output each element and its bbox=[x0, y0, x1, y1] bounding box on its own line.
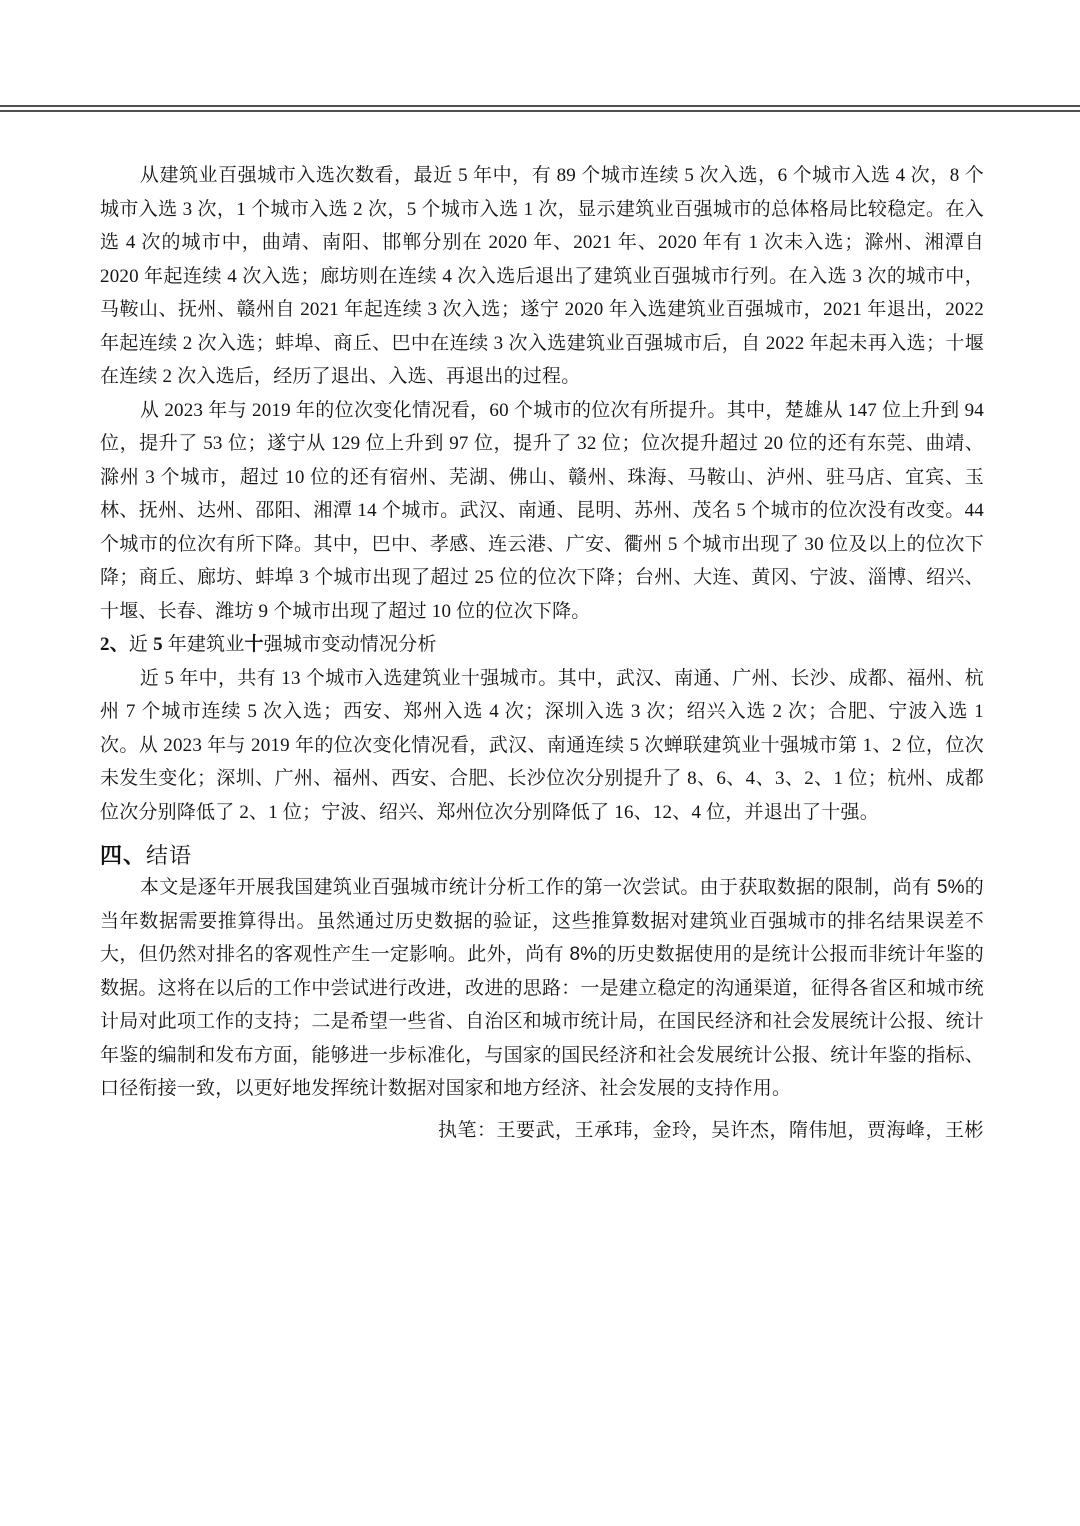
heading-part: 近 bbox=[128, 634, 154, 655]
heading-part: 5 bbox=[153, 634, 163, 655]
paragraph-inclusion-counts: 从建筑业百强城市入选次数看，最近 5 年中，有 89 个城市连续 5 次入选，6 个城市入选 4 次，8 个城市入选 3 次，1 个城市入选 2 次，5 个城市入选 1 次，显示建筑业百强城市的总体格局比较稳定。在入选 4 次的城市中，曲靖、南阳、邯郸分别在 2020 年、2021 年、2020 年有 1 次未入选；滁州、湘潭自 2020 年起连续 4 次入选；廊坊则在连续 4 次入选后退出了建筑业百强城市行列。在入选 3 次的城市中，马鞍山、抚州、赣州自 2021 年起连续 3 次入选；遂宁 2020 年入选建筑业百强城市，2021 年退出，2022 年起连续 2 次入选；蚌埠、商丘、巴中在连续 3 次入选建筑业百强城市后，自 2022 年起未再入选；十堰在连续 2 次入选后，经历了退出、入选、再退出的过程。 bbox=[100, 165, 984, 387]
heading-conclusion bbox=[100, 841, 984, 871]
heading-part: 年建筑业 bbox=[162, 634, 245, 655]
paragraph-top10-changes: 近 5 年中，共有 13 个城市入选建筑业十强城市。其中，武汉、南通、广州、长沙、成都、福州、杭州 7 个城市连续 5 次入选；西安、郑州入选 4 次；深圳入选 3 次；绍兴入选 2 次；合肥、宁波入选 1 次。从 2023 年与 2019 年的位次变化情况看，武汉、南通连续 5 次蝉联建筑业十强城市第 1、2 位，位次未发生变化；深圳、广州、福州、西安、合肥、长沙位次分别提升了 8、6、4、3、2、1 位；杭州、成都位次分别降低了 2、1 位；宁波、绍兴、郑州位次分别降低了 16、12、4 位，并退出了十强。 bbox=[100, 667, 984, 823]
heading-part: 2、 bbox=[100, 634, 129, 655]
heading-top10-analysis bbox=[100, 628, 984, 662]
heading-part: 结语 bbox=[146, 843, 193, 868]
heading-part: 强城市变动情况分析 bbox=[263, 634, 437, 655]
header-double-rule bbox=[0, 105, 1080, 112]
paragraph-conclusion: 本文是逐年开展我国建筑业百强城市统计分析工作的第一次尝试。由于获取数据的限制，尚有 5%的当年数据需要推算得出。虽然通过历史数据的验证，这些推算数据对建筑业百强城市的排名结果误差不大，但仍然对排名的客观性产生一定影响。此外，尚有 8%的历史数据使用的是统计公报而非统计年鉴的数据。这将在以后的工作中尝试进行改进，改进的思路：一是建立稳定的沟通渠道，征得各省区和城市统计局对此项工作的支持；二是希望一些省、自治区和城市统计局，在国民经济和社会发展统计公报、统计年鉴的编制和发布方面，能够进一步标准化，与国家的国民经济和社会发展统计公报、统计年鉴的指标、口径衔接一致，以更好地发挥统计数据对国家和地方经济、社会发展的支持作用。 bbox=[100, 877, 984, 1099]
heading-part: 十 bbox=[244, 634, 264, 655]
heading-part: 四、 bbox=[100, 843, 147, 868]
authors-signature: 执笔：王要武，王承玮，金玲，吴许杰，隋伟旭，贾海峰，王彬 bbox=[437, 1119, 984, 1141]
page-content bbox=[100, 159, 984, 1147]
paragraph-rank-changes: 从 2023 年与 2019 年的位次变化情况看，60 个城市的位次有所提升。其中，楚雄从 147 位上升到 94 位，提升了 53 位；遂宁从 129 位上升到 97 位，提升了 32 位；位次提升超过 20 位的还有东莞、曲靖、滁州 3 个城市，超过 10 位的还有宿州、芜湖、佛山、赣州、珠海、马鞍山、泸州、驻马店、宜宾、玉林、抚州、达州、邵阳、湘潭 14 个城市。武汉、南通、昆明、苏州、茂名 5 个城市的位次没有改变。44 个城市的位次有所下降。其中，巴中、孝感、连云港、广安、衢州 5 个城市出现了 30 位及以上的位次下降；商丘、廊坊、蚌埠 3 个城市出现了超过 25 位的位次下降；台州、大连、黄冈、宁波、淄博、绍兴、十堰、长春、潍坊 9 个城市出现了超过 10 位的位次下降。 bbox=[100, 399, 984, 622]
